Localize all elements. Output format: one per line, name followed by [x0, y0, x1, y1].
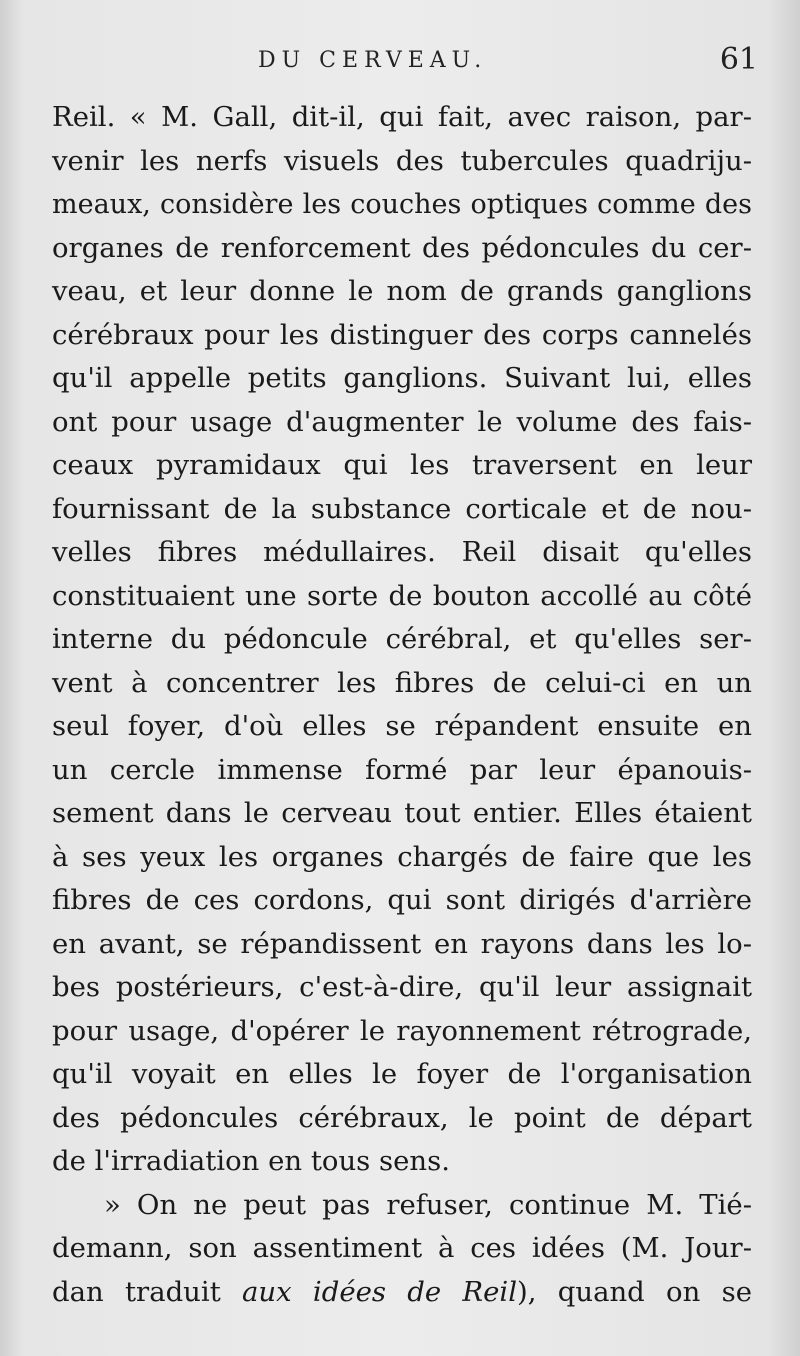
- text-line: en avant, se répandissent en rayons dans les lo-: [52, 927, 752, 960]
- text-line: meaux, considère les couches optiques comme des: [52, 189, 752, 220]
- text-line: vent à concentrer les fibres de celui-ci en un: [52, 666, 752, 699]
- text-line: qu'il appelle petits ganglions. Suivant lui, elles: [52, 362, 752, 394]
- text-line: un cercle immense formé par leur épanouis-: [52, 753, 752, 786]
- text-segment: dan traduit: [52, 1275, 243, 1308]
- text-line: seul foyer, d'où elles se répandent ensuite en: [52, 710, 752, 742]
- page-number: 61: [719, 42, 758, 77]
- text-line: bes postérieurs, c'est-à-dire, qu'il leur assignait: [52, 971, 752, 1003]
- text-line: organes de renforcement des pédoncules du cer-: [52, 231, 752, 264]
- text-line: fibres de ces cordons, qui sont dirigés d'arrière: [52, 884, 752, 916]
- text-line: de l'irradiation en tous sens.: [52, 1145, 450, 1177]
- paragraph-2-line: » On ne peut pas refuser, continue M. Tié-: [104, 1188, 752, 1221]
- text-line: ont pour usage d'augmenter le volume des fais-: [52, 405, 752, 438]
- italic-text-segment: aux idées de Reil: [242, 1275, 517, 1308]
- text-line: pour usage, d'opérer le rayonnement rétrograde,: [52, 1014, 752, 1047]
- body-text: [52, 96, 752, 1314]
- text-segment: ), quand on se: [517, 1275, 752, 1308]
- text-line: sement dans le cerveau tout entier. Elles étaient: [52, 797, 752, 829]
- text-line: des pédoncules cérébraux, le point de départ: [52, 1101, 752, 1134]
- text-line: veau, et leur donne le nom de grands ganglions: [52, 275, 752, 307]
- text-line: ceaux pyramidaux qui les traversent en leur: [52, 449, 752, 481]
- text-line: constituaient une sorte de bouton accollé au côté: [52, 579, 752, 612]
- text-line: interne du pédoncule cérébral, et qu'elles ser-: [52, 623, 752, 655]
- text-line: velles fibres médullaires. Reil disait qu'elles: [52, 536, 752, 568]
- text-line: fournissant de la substance corticale et de nou-: [52, 492, 752, 525]
- text-line: Reil. « M. Gall, dit-il, qui fait, avec raison, par-: [52, 101, 752, 133]
- paragraph-2-line: demann, son assentiment à ces idées (M. Jour-: [52, 1232, 752, 1264]
- text-line: à ses yeux les organes chargés de faire que les: [52, 840, 752, 873]
- text-line: cérébraux pour les distinguer des corps cannelés: [52, 318, 752, 351]
- paragraph-2-line: [52, 1271, 752, 1315]
- running-head: DU CERVEAU.: [258, 48, 488, 73]
- text-line: qu'il voyait en elles le foyer de l'organisation: [52, 1058, 752, 1090]
- text-line: venir les nerfs visuels des tubercules quadriju-: [52, 144, 752, 177]
